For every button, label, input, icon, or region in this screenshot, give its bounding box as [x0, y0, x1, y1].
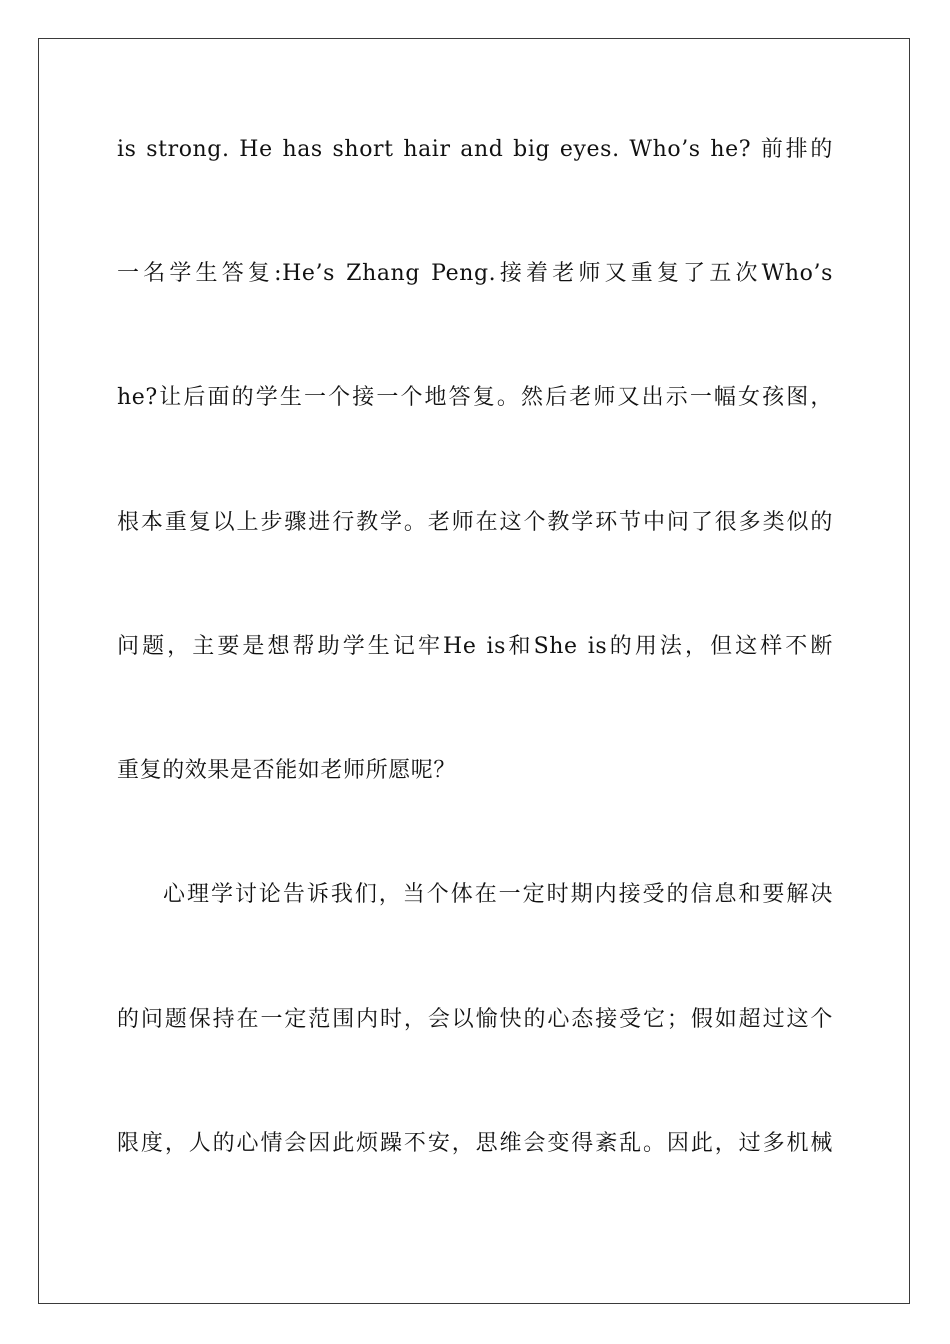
text-line: 限度，人的心情会因此烦躁不安，思维会变得紊乱。因此，过多机械 [117, 1131, 833, 1156]
paragraph-first-line: 心理学讨论告诉我们，当个体在一定时期内接受的信息和要解决 [163, 882, 833, 907]
text-line: 的问题保持在一定范围内时，会以愉快的心态接受它；假如超过这个 [117, 1007, 833, 1032]
text-line: 问题，主要是想帮助学生记牢He is和She is的用法，但这样不断 [117, 634, 833, 659]
text-line: 一名学生答复:He’s Zhang Peng.接着老师又重复了五次Who’s [117, 261, 833, 286]
text-line: he?让后面的学生一个接一个地答复。然后老师又出示一幅女孩图， [117, 385, 833, 410]
page-border [38, 38, 910, 1304]
text-line: 根本重复以上步骤进行教学。老师在这个教学环节中问了很多类似的 [117, 510, 833, 535]
text-line: 重复的效果是否能如老师所愿呢？ [117, 758, 457, 783]
text-line: is strong. He has short hair and big eyes. Who’s he? 前排的 [117, 137, 833, 162]
